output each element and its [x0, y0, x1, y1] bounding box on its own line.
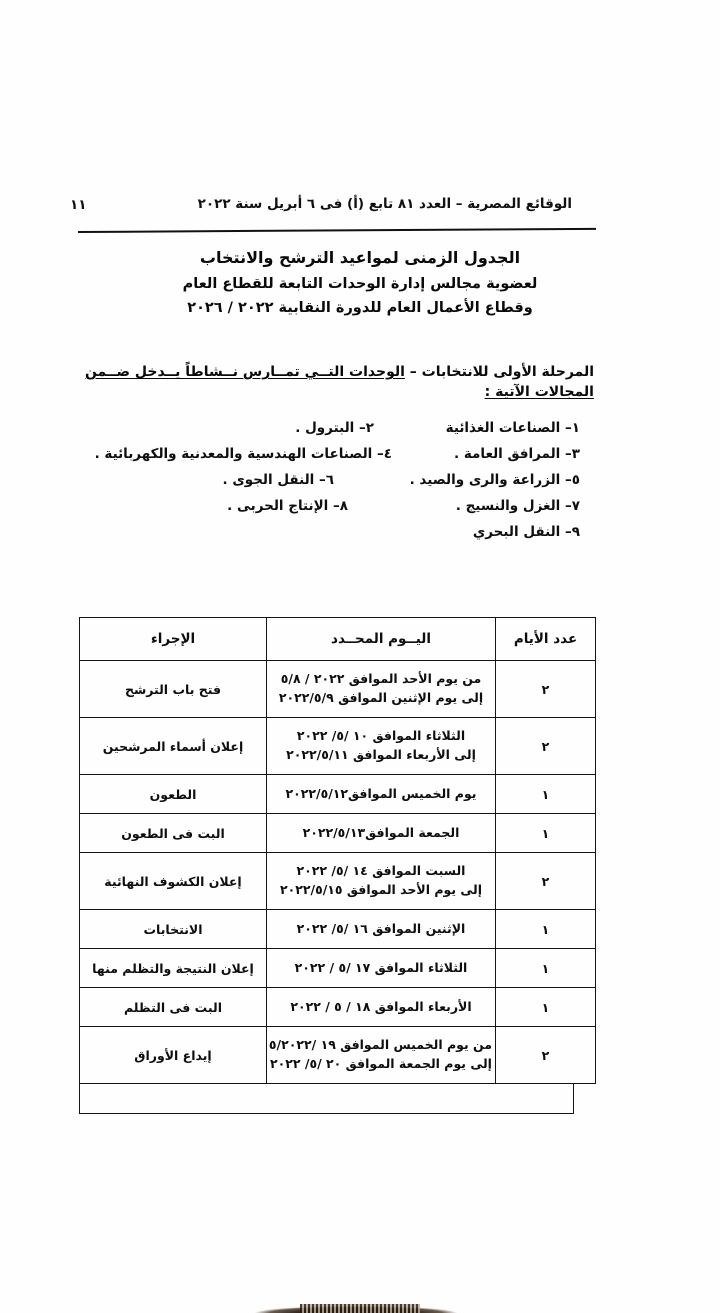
cell-days-count: ٢: [496, 1027, 596, 1084]
date-line: الجمعة الموافق٢٠٢٢/٥/١٣: [302, 824, 460, 840]
date-line: السبت الموافق ١٤ /٥/ ٢٠٢٢: [296, 863, 466, 879]
stage-prefix: المرحلة الأولى للانتخابات –: [404, 364, 594, 380]
cell-specified-day: [267, 775, 496, 814]
cell-procedure: البت فى التظلم: [80, 988, 267, 1027]
running-header: [62, 196, 662, 222]
scan-edge-texture: [300, 1304, 420, 1313]
cell-days-count: ١: [496, 814, 596, 853]
gazette-header-text: الوقائع المصرية – العدد ٨١ تابع (أ) فى ٦ أبريل سنة ٢٠٢٢: [197, 196, 572, 212]
cell-specified-day: [267, 910, 496, 949]
field-number: ٢–: [359, 420, 374, 436]
cell-specified-day: [267, 853, 496, 910]
field-entry: [70, 472, 404, 488]
field-entry: [404, 524, 600, 540]
schedule-table: [79, 617, 596, 1084]
field-number: ٣–: [565, 446, 580, 462]
list-item: [70, 524, 600, 540]
field-entry: [70, 446, 404, 462]
field-label: المرافق العامة .: [454, 446, 561, 462]
date-line: إلى يوم الإثنين الموافق ٢٠٢٢/٥/٩: [278, 690, 484, 705]
list-item: [70, 498, 600, 514]
cell-days-count: ٢: [496, 718, 596, 775]
date-line: الثلاثاء الموافق ١٠ /٥/ ٢٠٢٢: [296, 728, 466, 744]
table-bottom-strip: [79, 1084, 574, 1114]
cell-specified-day: [267, 1027, 496, 1084]
table-row: [80, 775, 596, 814]
date-line: الثلاثاء الموافق ١٧ /٥ / ٢٠٢٢: [294, 959, 468, 975]
header-rule: [78, 228, 596, 233]
table-header-row: [80, 618, 596, 661]
field-entry: [404, 446, 600, 462]
date-line: من يوم الخميس الموافق ١٩ /٥/٢٠٢٢: [268, 1037, 492, 1053]
cell-specified-day: [267, 661, 496, 718]
cell-days-count: ٢: [496, 661, 596, 718]
title-line-1: الجدول الزمنى لمواعيد الترشح والانتخاب: [199, 248, 521, 267]
field-number: ٨–: [333, 498, 348, 514]
table-row: [80, 1027, 596, 1084]
list-item: [70, 446, 600, 462]
field-number: ٧–: [565, 498, 580, 514]
cell-days-count: ٢: [496, 853, 596, 910]
cell-procedure: فتح باب الترشح: [80, 661, 267, 718]
cell-procedure: الطعون: [80, 775, 267, 814]
column-header-days-count: عدد الأيام: [496, 618, 596, 661]
field-label: الزراعة والرى والصيد .: [409, 472, 561, 488]
field-label: النقل البحري: [472, 524, 561, 540]
field-entry: [70, 420, 404, 436]
cell-specified-day: [267, 988, 496, 1027]
cell-days-count: ١: [496, 949, 596, 988]
date-line: الأربعاء الموافق ١٨ / ٥ / ٢٠٢٢: [290, 998, 472, 1014]
field-number: ٦–: [319, 472, 334, 488]
cell-days-count: ١: [496, 910, 596, 949]
cell-specified-day: [267, 949, 496, 988]
column-header-procedure: الإجراء: [80, 618, 267, 661]
stage-line-2: المجالات الآتية :: [484, 384, 594, 400]
field-label: النقل الجوى .: [222, 472, 315, 488]
list-item: [70, 472, 600, 488]
cell-specified-day: [267, 814, 496, 853]
date-line: من يوم الأحد الموافق ٢٠٢٢ / ٥/٨: [280, 671, 482, 687]
stage-underlined-text: الوحدات التــي تمــارس نــشاطاً يــدخل ضــمن: [84, 364, 405, 380]
title-line-3: وقطاع الأعمال العام للدورة النقابية ٢٠٢٢ / ٢٠٢٦: [187, 300, 533, 316]
field-label: البترول .: [295, 420, 355, 436]
field-number: ٥–: [565, 472, 580, 488]
cell-procedure: الانتخابات: [80, 910, 267, 949]
cell-specified-day: [267, 718, 496, 775]
date-line: الإثنين الموافق ١٦ /٥/ ٢٠٢٢: [296, 920, 466, 936]
fields-list: [70, 420, 600, 550]
stage-paragraph: [70, 364, 594, 400]
date-line: إلى يوم الأحد الموافق ٢٠٢٢/٥/١٥: [279, 882, 483, 897]
table-row: [80, 814, 596, 853]
cell-days-count: ١: [496, 775, 596, 814]
document-title-block: [0, 248, 720, 316]
date-line: إلى يوم الجمعة الموافق ٢٠ /٥/ ٢٠٢٢: [270, 1056, 492, 1071]
title-line-2: لعضوية مجالس إدارة الوحدات التابعة للقطاع العام: [182, 276, 538, 292]
table-row: [80, 661, 596, 718]
field-number: ٤–: [377, 446, 392, 462]
field-label: الإنتاج الحربى .: [227, 498, 329, 514]
table-row: [80, 988, 596, 1027]
field-entry: [404, 472, 600, 488]
field-label: الصناعات الغذائية: [445, 420, 561, 436]
field-entry: [404, 498, 600, 514]
cell-days-count: ١: [496, 988, 596, 1027]
table-row: [80, 910, 596, 949]
page-number: ١١: [70, 197, 87, 213]
table-row: [80, 949, 596, 988]
column-header-specified-day: اليــوم المحــدد: [267, 618, 496, 661]
field-entry: [70, 498, 404, 514]
field-number: ٩–: [565, 524, 580, 540]
table-row: [80, 718, 596, 775]
cell-procedure: إيداع الأوراق: [80, 1027, 267, 1084]
stage-line-1: [70, 364, 594, 380]
cell-procedure: إعلان الكشوف النهائية: [80, 853, 267, 910]
field-number: ١–: [565, 420, 580, 436]
date-line: يوم الخميس الموافق٢٠٢٢/٥/١٢: [285, 785, 477, 801]
cell-procedure: إعلان النتيجة والتظلم منها: [80, 949, 267, 988]
list-item: [70, 420, 600, 436]
field-label: الصناعات الهندسية والمعدنية والكهربائية .: [94, 446, 373, 462]
table-row: [80, 853, 596, 910]
date-line: إلى الأربعاء الموافق ٢٠٢٢/٥/١١: [286, 747, 476, 762]
field-entry: [404, 420, 600, 436]
cell-procedure: إعلان أسماء المرشحين: [80, 718, 267, 775]
cell-procedure: البت فى الطعون: [80, 814, 267, 853]
field-label: الغزل والنسيج .: [455, 498, 561, 514]
